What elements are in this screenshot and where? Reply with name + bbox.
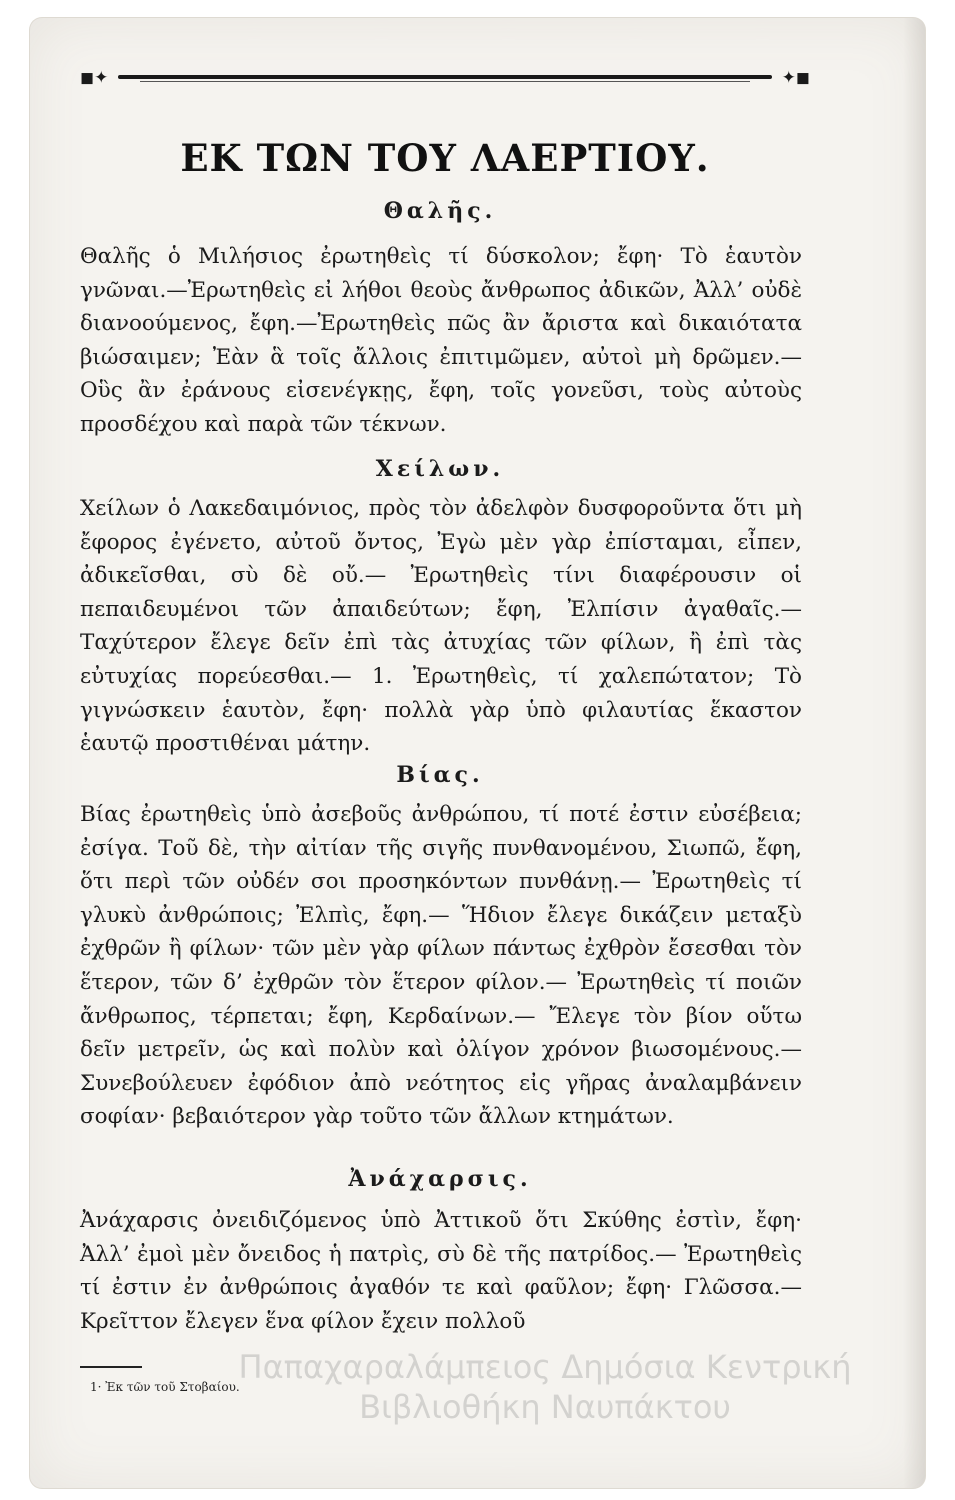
library-watermark-line2: Βιβλιοθήκη Ναυπάκτου	[359, 1388, 731, 1426]
section-heading-chilon: Χείλων.	[375, 456, 505, 482]
book-page	[30, 18, 925, 1488]
section-text-chilon: Χείλων ὁ Λακεδαιμόνιος, πρὸς τὸν ἀδελφὸν δυσφοροῦντα ὅτι μὴ ἔφορος ἐγένετο, αὐτοῦ ὄντος, Ἐγὼ μὲν γὰρ ἐπίσταμαι, εἶπεν, ἀδικεῖσθαι, σὺ δὲ οὔ.— Ἐρωτηθεὶς τίνι διαφέρουσιν οἱ πεπαιδευμένοι τῶν ἀπαιδεύτων; ἔφη, Ἐλπίσιν ἀγαθαῖς.— Ταχύτερον ἔλεγε δεῖν ἐπὶ τὰς ἀτυχίας τῶν φίλων, ἢ ἐπὶ τὰς εὐτυχίας πορεύεσθαι.— 1. Ἐρωτηθεὶς, τί χαλεπώτατον; Τὸ γιγνώσκειν ἑαυτὸν, ἔφη· πολλὰ γὰρ ὑπὸ φιλαυτίας ἕκαστον ἑαυτῷ προστιθέναι μάτην.	[80, 496, 802, 757]
footnote: 1· Ἐκ τῶν τοῦ Στοβαίου.	[90, 1380, 240, 1394]
header-ornament	[80, 68, 810, 88]
ornament-left-cap: ◼✦	[80, 68, 109, 88]
ornament-right-cap: ✦◼	[781, 68, 810, 88]
footnote-rule	[80, 1366, 142, 1368]
ornament-rule	[118, 75, 772, 79]
page-edge-shadow	[903, 18, 925, 1488]
section-heading-bias: Βίας.	[396, 762, 484, 788]
section-text-bias: Βίας ἐρωτηθεὶς ὑπὸ ἀσεβοῦς ἀνθρώπου, τί ποτέ ἐστιν εὐσέβεια; ἐσίγα. Τοῦ δὲ, τὴν αἰτίαν τῆς σιγῆς πυνθανομένου, Σιωπῶ, ἔφη, ὅτι περὶ τῶν οὐδέν σοι προσηκόντων πυνθάνῃ.— Ἐρωτηθεὶς τί γλυκὺ ἀνθρώποις; Ἐλπὶς, ἔφη.— Ἥδιον ἔλεγε δικάζειν μεταξὺ ἐχθρῶν ἢ φίλων· τῶν μὲν γὰρ φίλων πάντως ἐχθρὸν ἔσεσθαι τὸν ἕτερον, τῶν δ’ ἐχθρῶν τὸν ἕτερον φίλον.— Ἐρωτηθεὶς τί ποιῶν ἄνθρωπος, τέρπεται; ἔφη, Κερδαίνων.— Ἔλεγε τὸν βίον οὕτω δεῖν μετρεῖν, ὡς καὶ πολὺν καὶ ὀλίγον χρόνον βιωσομένους.— Συνεβούλευεν ἐφόδιον ἀπὸ νεότητος εἰς γῆρας ἀναλαμβάνειν σοφίαν· βεβαιότερον γὰρ τοῦτο τῶν ἄλλων κτημάτων.	[80, 802, 802, 1130]
section-heading-anacharsis: Ἀνάχαρσις.	[348, 1166, 532, 1192]
section-text-anacharsis: Ἀνάχαρσις ὀνειδιζόμενος ὑπὸ Ἀττικοῦ ὅτι Σκύθης ἐστὶν, ἔφη· Ἀλλ’ ἐμοὶ μὲν ὄνειδος ἡ πατρὶς, σὺ δὲ τῆς πατρίδος.— Ἐρωτηθεὶς τί ἐστιν ἐν ἀνθρώποις ἀγαθόν τε καὶ φαῦλον; ἔφη· Γλῶσσα.—Κρεῖττον ἔλεγεν ἕνα φίλον ἔχειν πολλοῦ	[80, 1208, 802, 1334]
section-heading-thales: Θαλῆς.	[383, 198, 497, 224]
ornament-rule-thin	[140, 81, 750, 82]
page-title: ΕΚ ΤΩΝ ΤΟΥ ΛΑΕΡΤΙΟΥ.	[180, 136, 710, 180]
section-text-thales: Θαλῆς ὁ Μιλήσιος ἐρωτηθεὶς τί δύσκολον; ἔφη· Τὸ ἑαυτὸν γνῶναι.—Ἐρωτηθεὶς εἰ λήθοι θεοὺς ἄνθρωπος ἀδικῶν, Ἀλλ’ οὐδὲ διανοούμενος, ἔφη.—Ἐρωτηθεὶς πῶς ἂν ἄριστα καὶ δικαιότατα βιώσαιμεν; Ἐὰν ἃ τοῖς ἄλλοις ἐπιτιμῶμεν, αὐτοὶ μὴ δρῶμεν.—Οὓς ἂν ἐράνους εἰσενέγκῃς, ἔφη, τοῖς γονεῦσι, τοὺς αὐτοὺς προσδέχου καὶ παρὰ τῶν τέκνων.	[80, 244, 802, 437]
library-watermark-line1: Παπαχαραλάμπειος Δημόσια Κεντρική	[238, 1348, 852, 1386]
